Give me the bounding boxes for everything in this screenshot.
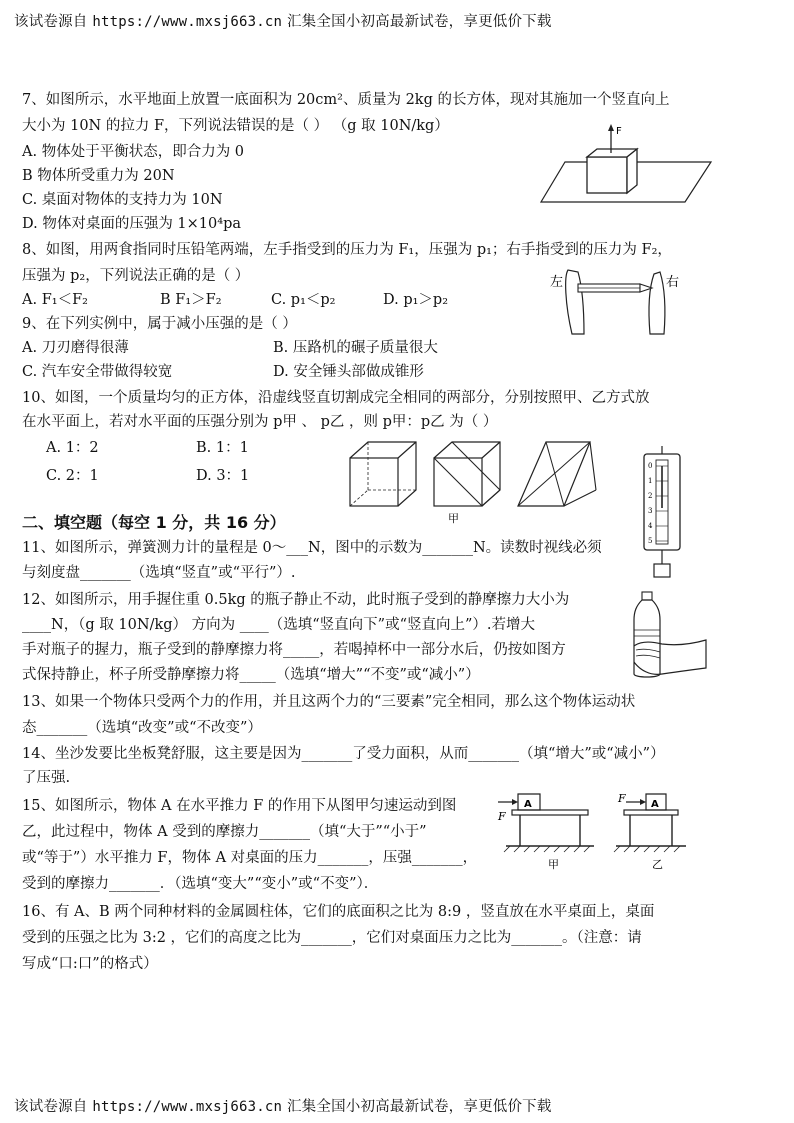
q8-right-label: 右 bbox=[666, 275, 680, 290]
q10-option-c: C. 2：1 bbox=[46, 468, 99, 484]
q8-stem-line2: 压强为 p₂，下列说法正确的是（ ） bbox=[22, 268, 250, 284]
q7-option-c: C. 桌面对物体的支持力为 10N bbox=[22, 192, 223, 208]
q12-line1: 12、如图所示，用手握住重 0.5kg 的瓶子静止不动，此时瓶子受到的静摩擦力大小为 bbox=[22, 592, 570, 608]
header-slogan: 汇集全国小初高最新试卷，享更低价下载 bbox=[286, 14, 552, 30]
footer-slogan: 汇集全国小初高最新试卷，享更低价下载 bbox=[286, 1099, 552, 1115]
q15-block-a: A bbox=[524, 799, 532, 810]
q13-line1: 13、如果一个物体只受两个力的作用，并且这两个力的“三要素”完全相同，那么这个物体运动状 bbox=[22, 694, 636, 710]
q15-line3: 或“等于”）水平推力 F，物体 A 对桌面的压力_______，压强_______， bbox=[22, 850, 478, 866]
q11-line2: 与刻度盘_______（选填“竖直”或“平行”）. bbox=[22, 565, 296, 581]
q11-spring-scale-figure bbox=[636, 446, 688, 580]
q16-line1: 16、有 A、B 两个同种材料的金属圆柱体，它们的底面积之比为 8:9 ，竖直放在水平桌面上，桌面 bbox=[22, 904, 655, 920]
q8-option-c: C. p₁＜p₂ bbox=[271, 292, 336, 308]
section-2-title: 二、填空题（每空 1 分，共 16 分） bbox=[22, 513, 286, 532]
q16-line3: 写成“口:口”的格式） bbox=[22, 956, 158, 972]
header-source: 该试卷源自 bbox=[14, 14, 88, 30]
q11-scale-mark: 1 bbox=[648, 477, 653, 485]
q15-block-a-2: A bbox=[651, 799, 659, 810]
q8-left-label: 左 bbox=[550, 275, 564, 290]
q10-option-d: D. 3：1 bbox=[196, 468, 250, 484]
q8-option-b: B F₁＞F₂ bbox=[160, 292, 222, 308]
q14-line1: 14、坐沙发要比坐板凳舒服，这主要是因为_______了受力面积，从而_______（填“增大”或“减小”） bbox=[22, 746, 665, 762]
q15-line4: 受到的摩擦力_______．（选填“变大”“变小”或“不变”）． bbox=[22, 876, 379, 892]
q15-force-f-2: F bbox=[618, 792, 626, 805]
q7-force-label: F bbox=[616, 126, 622, 137]
q11-scale-mark: 5 bbox=[648, 537, 653, 545]
q7-box-figure bbox=[535, 122, 715, 206]
q15-line2: 乙，此过程中，物体 A 受到的摩擦力_______（填“大于”“小于” bbox=[22, 824, 427, 840]
q15-table-figure bbox=[490, 784, 690, 874]
q10-option-b: B. 1：1 bbox=[196, 440, 249, 456]
q10-stem-line2: 在水平面上，若对水平面的压强分别为 p甲 、 p乙 ，则 p甲：p乙 为（ ） bbox=[22, 414, 498, 430]
q9-option-b: B. 压路机的碾子质量很大 bbox=[273, 340, 438, 356]
q13-line2: 态_______（选填“改变”或“不改变”） bbox=[22, 720, 262, 736]
q8-stem-line1: 8、如图，用两食指同时压铅笔两端，左手指受到的压力为 F₁，压强为 p₁；右手指受到的压力为 F₂， bbox=[22, 242, 672, 258]
q7-stem-line2: 大小为 10N 的拉力 F，下列说法错误的是（ ） （g 取 10N/kg） bbox=[22, 118, 449, 134]
q14-line2: 了压强. bbox=[22, 770, 71, 786]
q11-line1: 11、如图所示，弹簧测力计的量程是 0～___N，图中的示数为_______N。读数时视线必须 bbox=[22, 540, 602, 556]
q12-line4: 式保持静止，杯子所受静摩擦力将_____（选填“增大”“不变”或“减小”） bbox=[22, 667, 480, 683]
q11-scale-mark: 2 bbox=[648, 492, 653, 500]
q7-option-d: D. 物体对桌面的压强为 1×10⁴pa bbox=[22, 216, 242, 232]
footer-url[interactable]: https://www.mxsj663.cn bbox=[92, 1099, 283, 1115]
q12-bottle-hand-figure bbox=[628, 590, 708, 682]
q16-line2: 受到的压强之比为 3:2 ，它们的高度之比为_______，它们对桌面压力之比为_______。（注意：请 bbox=[22, 930, 642, 946]
q11-scale-mark: 4 bbox=[648, 522, 653, 530]
q8-pencil-figure bbox=[548, 264, 688, 338]
q11-scale-mark: 3 bbox=[648, 507, 653, 515]
page-header bbox=[14, 10, 552, 31]
q9-option-d: D. 安全锤头部做成锥形 bbox=[273, 364, 424, 380]
q10-option-a: A. 1：2 bbox=[46, 440, 99, 456]
q10-stem-line1: 10、如图，一个质量均匀的正方体，沿虚线竖直切割成完全相同的两部分，分别按照甲、乙方式放 bbox=[22, 390, 650, 406]
page-footer bbox=[14, 1095, 552, 1116]
q12-line2: ____N，（g 取 10N/kg） 方向为 ____（选填“竖直向下”或“竖直向上”）.若增大 bbox=[22, 617, 536, 633]
q9-option-a: A. 刀刃磨得很薄 bbox=[22, 340, 129, 356]
q7-stem-line1: 7、如图所示，水平地面上放置一底面积为 20cm²、质量为 2kg 的长方体，现对其施加一个竖直向上 bbox=[22, 92, 670, 108]
q8-option-d: D. p₁＞p₂ bbox=[383, 292, 449, 308]
q15-line1: 15、如图所示，物体 A 在水平推力 F 的作用下从图甲匀速运动到图 bbox=[22, 798, 457, 814]
q9-stem: 9、在下列实例中，属于减小压强的是（ ） bbox=[22, 316, 297, 332]
q15-label-jia: 甲 bbox=[548, 858, 559, 871]
header-url[interactable]: https://www.mxsj663.cn bbox=[92, 14, 283, 30]
q15-label-yi: 乙 bbox=[652, 858, 663, 871]
q15-force-f: F bbox=[498, 810, 506, 823]
footer-source: 该试卷源自 bbox=[14, 1099, 88, 1115]
q10-fig-jia: 甲 bbox=[448, 512, 459, 525]
q9-option-c: C. 汽车安全带做得较宽 bbox=[22, 364, 173, 380]
q8-option-a: A. F₁＜F₂ bbox=[22, 292, 88, 308]
q10-cube-figure bbox=[346, 436, 606, 526]
q7-option-a: A. 物体处于平衡状态，即合力为 0 bbox=[22, 144, 245, 160]
q11-scale-mark: 0 bbox=[648, 462, 653, 470]
q12-line3: 手对瓶子的握力，瓶子受到的静摩擦力将_____，若喝掉杯中一部分水后，仍按如图方 bbox=[22, 642, 566, 658]
q7-option-b: B 物体所受重力为 20N bbox=[22, 168, 175, 184]
